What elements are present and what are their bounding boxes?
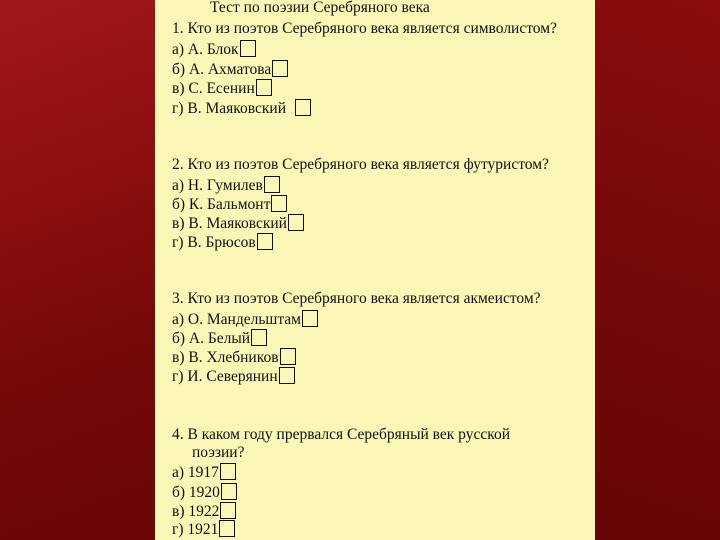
- question-4: 4. В каком году прервался Серебряный век русской: [172, 426, 511, 443]
- q4-option-b[interactable]: [172, 483, 237, 501]
- checkbox[interactable]: [257, 233, 273, 250]
- q4-option-a[interactable]: [172, 463, 236, 481]
- question-3: 3. Кто из поэтов Серебряного века является акмеистом?: [172, 290, 541, 307]
- question-4-continued: поэзии?: [192, 444, 245, 461]
- checkbox[interactable]: [288, 214, 304, 231]
- checkbox[interactable]: [295, 99, 311, 116]
- q3-option-c[interactable]: [172, 348, 296, 366]
- q3-option-b[interactable]: [172, 329, 267, 347]
- q2-option-a[interactable]: [172, 176, 280, 194]
- option-label: а) О. Мандельштам: [172, 311, 301, 328]
- checkbox[interactable]: [279, 367, 295, 384]
- option-label: б) 1920: [172, 484, 220, 501]
- option-label: а) 1917: [172, 464, 219, 481]
- checkbox[interactable]: [264, 176, 280, 193]
- option-label: а) Н. Гумилев: [172, 177, 263, 194]
- option-label: а) А. Блок: [172, 41, 239, 58]
- checkbox[interactable]: [220, 463, 236, 480]
- q1-option-c[interactable]: [172, 79, 272, 97]
- checkbox[interactable]: [219, 520, 235, 537]
- checkbox[interactable]: [302, 310, 318, 327]
- q3-option-a[interactable]: [172, 310, 318, 328]
- option-label: в) В. Маяковский: [172, 215, 287, 232]
- q1-option-a[interactable]: [172, 40, 256, 58]
- option-label: б) А. Белый: [172, 330, 251, 347]
- checkbox[interactable]: [221, 483, 237, 500]
- q1-option-b[interactable]: [172, 60, 288, 78]
- q2-option-c[interactable]: [172, 214, 304, 232]
- checkbox[interactable]: [256, 79, 272, 96]
- option-label: г) И. Северянин: [172, 368, 278, 385]
- background-right: [595, 0, 720, 540]
- option-label: в) 1922: [172, 503, 220, 520]
- question-1: 1. Кто из поэтов Серебряного века является символистом?: [172, 20, 557, 37]
- option-label: г) В. Брюсов: [172, 234, 256, 251]
- option-label: б) А. Ахматова: [172, 61, 272, 78]
- q2-option-d[interactable]: [172, 233, 273, 251]
- q4-option-d[interactable]: [172, 520, 235, 538]
- checkbox[interactable]: [220, 502, 236, 519]
- option-label: б) К. Бальмонт: [172, 196, 271, 213]
- checkbox[interactable]: [271, 195, 287, 212]
- checkbox[interactable]: [251, 329, 267, 346]
- q2-option-b[interactable]: [172, 195, 287, 213]
- checkbox[interactable]: [272, 60, 288, 77]
- option-label: г) 1921: [172, 521, 219, 538]
- option-label: в) В. Хлебников: [172, 349, 279, 366]
- background-left: [0, 0, 155, 540]
- q1-option-d[interactable]: [172, 99, 311, 117]
- checkbox[interactable]: [240, 40, 256, 57]
- test-title: Тест по поэзии Серебряного века: [210, 0, 430, 16]
- q4-option-c[interactable]: [172, 502, 236, 520]
- option-label: в) С. Есенин: [172, 80, 255, 97]
- q3-option-d[interactable]: [172, 367, 295, 385]
- question-2: 2. Кто из поэтов Серебряного века является футуристом?: [172, 156, 549, 173]
- checkbox[interactable]: [280, 348, 296, 365]
- option-label: г) В. Маяковский: [172, 100, 290, 117]
